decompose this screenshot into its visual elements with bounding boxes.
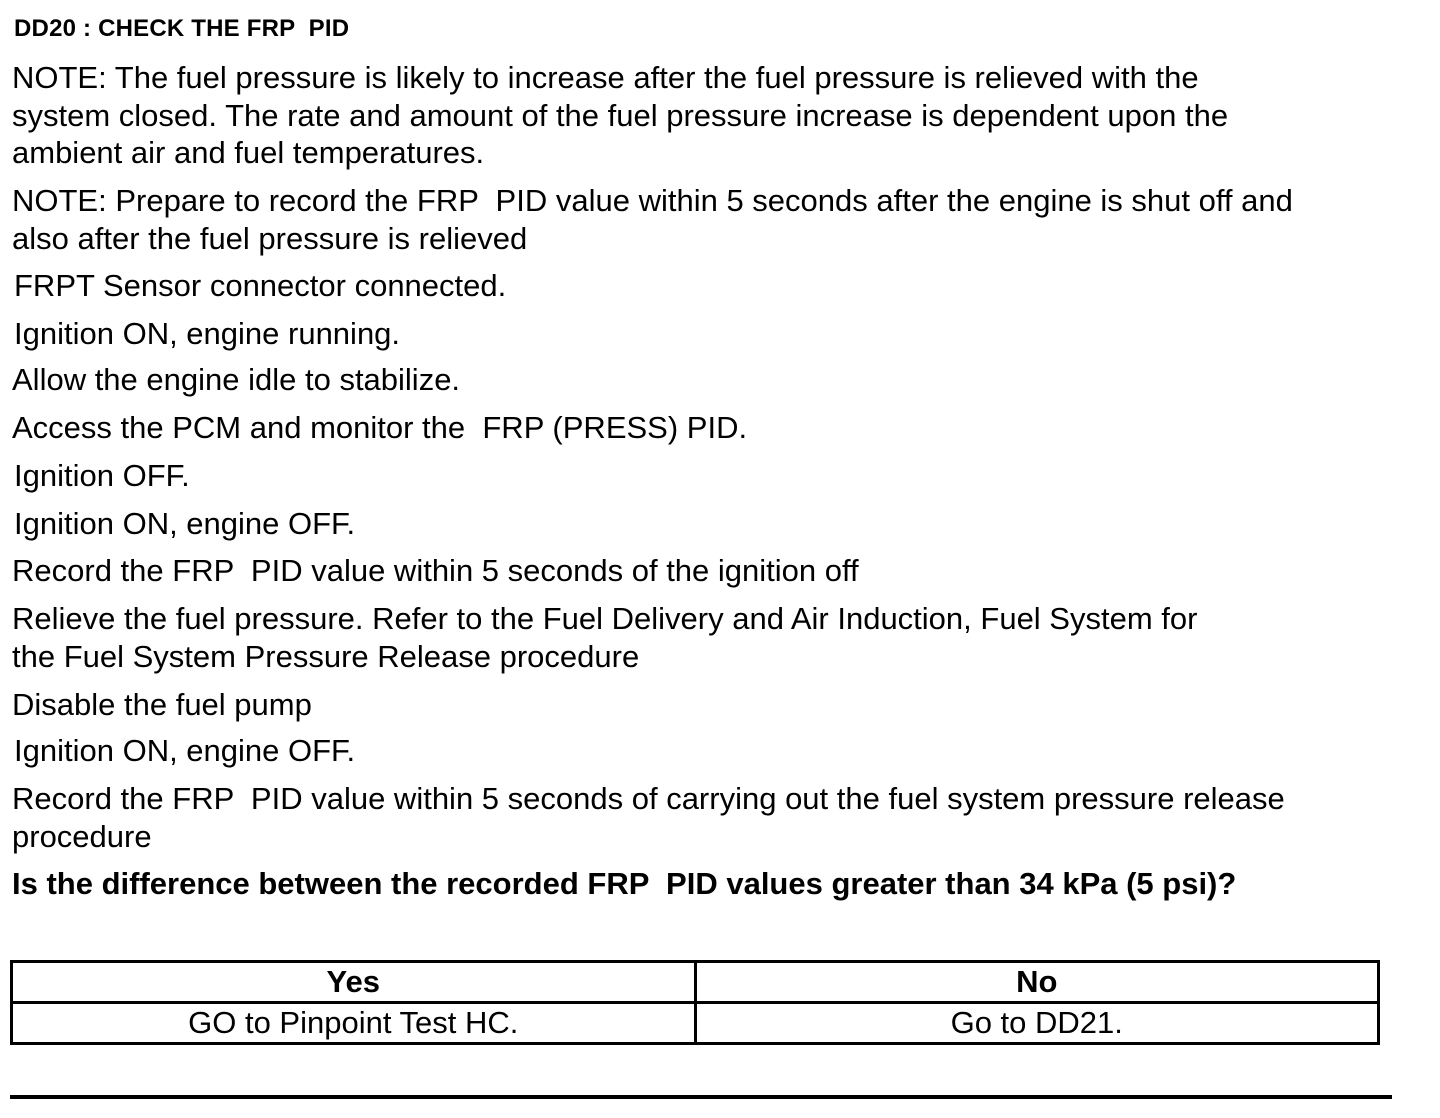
- decision-header-row: [12, 962, 1379, 1003]
- step-line: Relieve the fuel pressure. Refer to the Fuel Delivery and Air Induction, Fuel System for: [12, 601, 1198, 636]
- step-line: Access the PCM and monitor the FRP (PRESS) PID.: [12, 410, 748, 445]
- note-line: system closed. The rate and amount of the fuel pressure increase is dependent upon the: [12, 97, 1229, 133]
- step-line: Ignition ON, engine OFF.: [14, 733, 356, 768]
- note-fuel-pressure-increase: [12, 59, 1228, 172]
- step-line: Record the FRP PID value within 5 seconds of carrying out the fuel system pressure release: [12, 781, 1285, 816]
- note-line: NOTE: The fuel pressure is likely to increase after the fuel pressure is relieved with the: [12, 60, 1199, 95]
- note-line: ambient air and fuel temperatures.: [12, 135, 485, 170]
- decision-action-row: [12, 1003, 1379, 1044]
- step-disable-fuel-pump: [12, 686, 312, 724]
- step-line: procedure: [12, 818, 152, 854]
- step-ignition-on-running: [14, 315, 400, 353]
- note-record-timing: [12, 182, 1293, 257]
- step-ignition-on-engine-off: [14, 505, 355, 543]
- step-relieve-fuel-pressure: [12, 600, 1197, 675]
- note-line: also after the fuel pressure is relieved: [12, 220, 528, 256]
- step-line: FRPT Sensor connector connected.: [14, 268, 507, 303]
- step-line: Ignition OFF.: [14, 458, 190, 493]
- step-ignition-off: [14, 457, 190, 495]
- decision-question: [12, 865, 1236, 903]
- question-text: Is the difference between the recorded FRP PID values greater than 34 kPa (5 psi)?: [12, 866, 1237, 901]
- step-ignition-on-engine-off-2: [14, 732, 355, 770]
- no-action: Go to DD21.: [695, 1003, 1379, 1044]
- step-monitor-pid: [12, 409, 747, 447]
- step-line: Record the FRP PID value within 5 seconds of the ignition off: [12, 553, 859, 588]
- note-line: NOTE: Prepare to record the FRP PID value within 5 seconds after the engine is shut off and: [12, 183, 1293, 218]
- step-record-after-release: [12, 780, 1285, 855]
- yes-action: GO to Pinpoint Test HC.: [12, 1003, 696, 1044]
- yes-header: Yes: [12, 962, 696, 1003]
- step-line: the Fuel System Pressure Release procedure: [12, 638, 640, 674]
- bottom-divider: [10, 1095, 1392, 1099]
- step-idle-stabilize: [12, 361, 460, 399]
- test-step-heading: DD20 : CHECK THE FRP PID: [14, 15, 350, 42]
- step-line: Ignition ON, engine OFF.: [14, 506, 356, 541]
- no-header: No: [695, 962, 1379, 1003]
- step-line: Ignition ON, engine running.: [14, 316, 401, 351]
- step-sensor-connected: [14, 267, 506, 305]
- step-line: Disable the fuel pump: [12, 687, 312, 722]
- decision-table: [10, 960, 1380, 1045]
- step-record-after-ignition-off: [12, 552, 859, 590]
- step-line: Allow the engine idle to stabilize.: [12, 362, 461, 397]
